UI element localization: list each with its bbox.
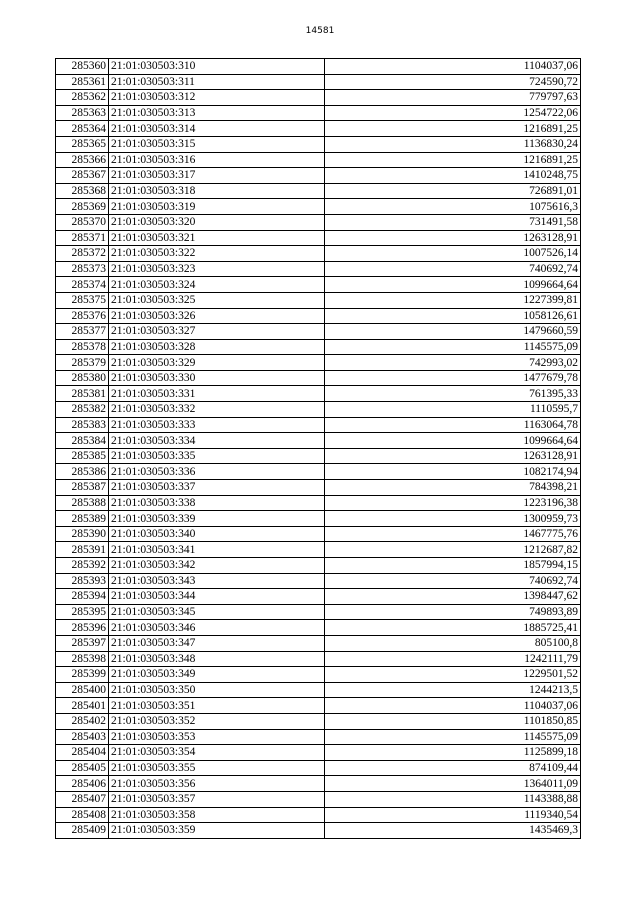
cadastral-value-cell: 740692,74 xyxy=(325,573,581,589)
table-row xyxy=(56,261,581,277)
table-body xyxy=(56,59,581,839)
row-number-cell: 285397 xyxy=(56,635,109,651)
table-row xyxy=(56,183,581,199)
page-number: 14581 xyxy=(305,26,335,36)
cadastral-value-cell: 784398,21 xyxy=(325,480,581,496)
table-row xyxy=(56,199,581,215)
cadastral-value-cell: 742993,02 xyxy=(325,355,581,371)
table-row xyxy=(56,635,581,651)
cadastral-value-cell: 1082174,94 xyxy=(325,464,581,480)
cadastral-number-cell: 21:01:030503:322 xyxy=(109,246,325,262)
row-number-cell: 285394 xyxy=(56,589,109,605)
table-row xyxy=(56,90,581,106)
row-number-cell: 285408 xyxy=(56,807,109,823)
cadastral-value-cell: 1099664,64 xyxy=(325,433,581,449)
cadastral-number-cell: 21:01:030503:326 xyxy=(109,308,325,324)
table-row xyxy=(56,776,581,792)
table-row xyxy=(56,370,581,386)
row-number-cell: 285406 xyxy=(56,776,109,792)
table-row xyxy=(56,292,581,308)
cadastral-value-cell: 1467775,76 xyxy=(325,526,581,542)
cadastral-number-cell: 21:01:030503:314 xyxy=(109,121,325,137)
cadastral-value-cell: 1216891,25 xyxy=(325,152,581,168)
table-row xyxy=(56,791,581,807)
table-row xyxy=(56,214,581,230)
row-number-cell: 285391 xyxy=(56,542,109,558)
cadastral-value-cell: 1119340,54 xyxy=(325,807,581,823)
cadastral-number-cell: 21:01:030503:352 xyxy=(109,713,325,729)
table-row xyxy=(56,589,581,605)
table-row xyxy=(56,152,581,168)
cadastral-number-cell: 21:01:030503:359 xyxy=(109,823,325,839)
cadastral-number-cell: 21:01:030503:348 xyxy=(109,651,325,667)
row-number-cell: 285370 xyxy=(56,214,109,230)
table-row xyxy=(56,620,581,636)
cadastral-number-cell: 21:01:030503:324 xyxy=(109,277,325,293)
cadastral-number-cell: 21:01:030503:338 xyxy=(109,495,325,511)
cadastral-number-cell: 21:01:030503:341 xyxy=(109,542,325,558)
cadastral-number-cell: 21:01:030503:310 xyxy=(109,59,325,75)
table-row xyxy=(56,105,581,121)
cadastral-number-cell: 21:01:030503:321 xyxy=(109,230,325,246)
table-row xyxy=(56,402,581,418)
table-row xyxy=(56,495,581,511)
row-number-cell: 285390 xyxy=(56,526,109,542)
cadastral-value-cell: 1244213,5 xyxy=(325,682,581,698)
row-number-cell: 285392 xyxy=(56,558,109,574)
cadastral-number-cell: 21:01:030503:315 xyxy=(109,136,325,152)
cadastral-number-cell: 21:01:030503:356 xyxy=(109,776,325,792)
cadastral-number-cell: 21:01:030503:313 xyxy=(109,105,325,121)
row-number-cell: 285409 xyxy=(56,823,109,839)
table-row xyxy=(56,308,581,324)
cadastral-number-cell: 21:01:030503:357 xyxy=(109,791,325,807)
cadastral-value-cell: 1110595,7 xyxy=(325,402,581,418)
cadastral-value-cell: 1007526,14 xyxy=(325,246,581,262)
row-number-cell: 285388 xyxy=(56,495,109,511)
cadastral-number-cell: 21:01:030503:325 xyxy=(109,292,325,308)
row-number-cell: 285382 xyxy=(56,402,109,418)
row-number-cell: 285378 xyxy=(56,339,109,355)
row-number-cell: 285380 xyxy=(56,370,109,386)
cadastral-number-cell: 21:01:030503:330 xyxy=(109,370,325,386)
cadastral-value-cell: 1136830,24 xyxy=(325,136,581,152)
cadastral-value-cell: 1212687,82 xyxy=(325,542,581,558)
cadastral-value-cell: 805100,8 xyxy=(325,635,581,651)
row-number-cell: 285367 xyxy=(56,168,109,184)
table-row xyxy=(56,277,581,293)
table-row xyxy=(56,573,581,589)
table-row xyxy=(56,604,581,620)
cadastral-number-cell: 21:01:030503:329 xyxy=(109,355,325,371)
row-number-cell: 285401 xyxy=(56,698,109,714)
cadastral-value-cell: 1058126,61 xyxy=(325,308,581,324)
cadastral-value-cell: 1223196,38 xyxy=(325,495,581,511)
cadastral-number-cell: 21:01:030503:333 xyxy=(109,417,325,433)
cadastral-number-cell: 21:01:030503:339 xyxy=(109,511,325,527)
table-row xyxy=(56,59,581,75)
table-row xyxy=(56,760,581,776)
cadastral-value-cell: 1242111,79 xyxy=(325,651,581,667)
cadastral-number-cell: 21:01:030503:337 xyxy=(109,480,325,496)
table-row xyxy=(56,136,581,152)
cadastral-value-cell: 1857994,15 xyxy=(325,558,581,574)
cadastral-value-cell: 1435469,3 xyxy=(325,823,581,839)
table-row xyxy=(56,745,581,761)
table-row xyxy=(56,667,581,683)
table-row xyxy=(56,698,581,714)
row-number-cell: 285366 xyxy=(56,152,109,168)
row-number-cell: 285362 xyxy=(56,90,109,106)
cadastral-number-cell: 21:01:030503:355 xyxy=(109,760,325,776)
cadastral-number-cell: 21:01:030503:347 xyxy=(109,635,325,651)
cadastral-value-cell: 1300959,73 xyxy=(325,511,581,527)
row-number-cell: 285386 xyxy=(56,464,109,480)
row-number-cell: 285381 xyxy=(56,386,109,402)
cadastral-number-cell: 21:01:030503:349 xyxy=(109,667,325,683)
row-number-cell: 285379 xyxy=(56,355,109,371)
cadastral-number-cell: 21:01:030503:312 xyxy=(109,90,325,106)
cadastral-value-cell: 740692,74 xyxy=(325,261,581,277)
cadastral-number-cell: 21:01:030503:354 xyxy=(109,745,325,761)
row-number-cell: 285363 xyxy=(56,105,109,121)
row-number-cell: 285364 xyxy=(56,121,109,137)
row-number-cell: 285385 xyxy=(56,448,109,464)
cadastral-number-cell: 21:01:030503:340 xyxy=(109,526,325,542)
table-row xyxy=(56,729,581,745)
cadastral-number-cell: 21:01:030503:328 xyxy=(109,339,325,355)
cadastral-value-cell: 1410248,75 xyxy=(325,168,581,184)
row-number-cell: 285368 xyxy=(56,183,109,199)
row-number-cell: 285365 xyxy=(56,136,109,152)
cadastral-value-cell: 1364011,09 xyxy=(325,776,581,792)
cadastral-value-cell: 1143388,88 xyxy=(325,791,581,807)
cadastral-value-cell: 1101850,85 xyxy=(325,713,581,729)
cadastral-number-cell: 21:01:030503:318 xyxy=(109,183,325,199)
cadastral-number-cell: 21:01:030503:342 xyxy=(109,558,325,574)
cadastral-number-cell: 21:01:030503:334 xyxy=(109,433,325,449)
cadastral-value-cell: 779797,63 xyxy=(325,90,581,106)
table-row xyxy=(56,324,581,340)
table-row xyxy=(56,558,581,574)
row-number-cell: 285371 xyxy=(56,230,109,246)
table-row xyxy=(56,713,581,729)
row-number-cell: 285398 xyxy=(56,651,109,667)
row-number-cell: 285402 xyxy=(56,713,109,729)
cadastral-value-cell: 1163064,78 xyxy=(325,417,581,433)
row-number-cell: 285393 xyxy=(56,573,109,589)
table-row xyxy=(56,355,581,371)
cadastral-number-cell: 21:01:030503:317 xyxy=(109,168,325,184)
row-number-cell: 285374 xyxy=(56,277,109,293)
cadastral-value-cell: 726891,01 xyxy=(325,183,581,199)
cadastral-number-cell: 21:01:030503:358 xyxy=(109,807,325,823)
row-number-cell: 285404 xyxy=(56,745,109,761)
table-row xyxy=(56,74,581,90)
table-row xyxy=(56,542,581,558)
cadastral-number-cell: 21:01:030503:323 xyxy=(109,261,325,277)
row-number-cell: 285375 xyxy=(56,292,109,308)
table-row xyxy=(56,526,581,542)
cadastral-number-cell: 21:01:030503:350 xyxy=(109,682,325,698)
table-row xyxy=(56,480,581,496)
table-row xyxy=(56,823,581,839)
cadastral-value-cell: 1885725,41 xyxy=(325,620,581,636)
table-row xyxy=(56,511,581,527)
row-number-cell: 285377 xyxy=(56,324,109,340)
cadastral-number-cell: 21:01:030503:327 xyxy=(109,324,325,340)
cadastral-value-cell: 1104037,06 xyxy=(325,698,581,714)
cadastral-number-cell: 21:01:030503:346 xyxy=(109,620,325,636)
cadastral-number-cell: 21:01:030503:335 xyxy=(109,448,325,464)
table-row xyxy=(56,168,581,184)
cadastral-value-cell: 1229501,52 xyxy=(325,667,581,683)
cadastral-number-cell: 21:01:030503:332 xyxy=(109,402,325,418)
cadastral-value-cell: 1216891,25 xyxy=(325,121,581,137)
cadastral-number-cell: 21:01:030503:311 xyxy=(109,74,325,90)
row-number-cell: 285384 xyxy=(56,433,109,449)
row-number-cell: 285369 xyxy=(56,199,109,215)
row-number-cell: 285399 xyxy=(56,667,109,683)
row-number-cell: 285376 xyxy=(56,308,109,324)
table-row xyxy=(56,339,581,355)
cadastral-value-cell: 1263128,91 xyxy=(325,230,581,246)
table-row xyxy=(56,121,581,137)
cadastral-value-cell: 1479660,59 xyxy=(325,324,581,340)
cadastral-value-cell: 1477679,78 xyxy=(325,370,581,386)
cadastral-value-cell: 761395,33 xyxy=(325,386,581,402)
cadastral-value-cell: 1145575,09 xyxy=(325,729,581,745)
row-number-cell: 285360 xyxy=(56,59,109,75)
cadastral-value-cell: 1125899,18 xyxy=(325,745,581,761)
cadastral-value-cell: 1263128,91 xyxy=(325,448,581,464)
cadastral-number-cell: 21:01:030503:353 xyxy=(109,729,325,745)
table-row xyxy=(56,682,581,698)
row-number-cell: 285361 xyxy=(56,74,109,90)
row-number-cell: 285400 xyxy=(56,682,109,698)
cadastral-value-cell: 1104037,06 xyxy=(325,59,581,75)
row-number-cell: 285407 xyxy=(56,791,109,807)
table-row xyxy=(56,433,581,449)
cadastral-value-cell: 1099664,64 xyxy=(325,277,581,293)
table-row xyxy=(56,230,581,246)
cadastral-number-cell: 21:01:030503:351 xyxy=(109,698,325,714)
cadastral-number-cell: 21:01:030503:336 xyxy=(109,464,325,480)
cadastral-number-cell: 21:01:030503:320 xyxy=(109,214,325,230)
cadastral-value-cell: 1254722,06 xyxy=(325,105,581,121)
row-number-cell: 285405 xyxy=(56,760,109,776)
row-number-cell: 285403 xyxy=(56,729,109,745)
table-row xyxy=(56,448,581,464)
cadastral-value-cell: 731491,58 xyxy=(325,214,581,230)
row-number-cell: 285395 xyxy=(56,604,109,620)
cadastral-number-cell: 21:01:030503:344 xyxy=(109,589,325,605)
row-number-cell: 285383 xyxy=(56,417,109,433)
cadastral-number-cell: 21:01:030503:316 xyxy=(109,152,325,168)
table-row xyxy=(56,417,581,433)
cadastral-value-cell: 749893,89 xyxy=(325,604,581,620)
table-row xyxy=(56,386,581,402)
cadastral-number-cell: 21:01:030503:345 xyxy=(109,604,325,620)
row-number-cell: 285389 xyxy=(56,511,109,527)
cadastral-value-cell: 1398447,62 xyxy=(325,589,581,605)
row-number-cell: 285373 xyxy=(56,261,109,277)
cadastral-number-cell: 21:01:030503:319 xyxy=(109,199,325,215)
row-number-cell: 285387 xyxy=(56,480,109,496)
cadastral-value-cell: 874109,44 xyxy=(325,760,581,776)
cadastral-value-cell: 1075616,3 xyxy=(325,199,581,215)
cadastral-number-cell: 21:01:030503:343 xyxy=(109,573,325,589)
cadastral-number-cell: 21:01:030503:331 xyxy=(109,386,325,402)
cadastral-value-table xyxy=(55,58,581,839)
cadastral-value-cell: 724590,72 xyxy=(325,74,581,90)
row-number-cell: 285396 xyxy=(56,620,109,636)
cadastral-value-cell: 1227399,81 xyxy=(325,292,581,308)
cadastral-value-cell: 1145575,09 xyxy=(325,339,581,355)
table-row xyxy=(56,651,581,667)
table-row xyxy=(56,807,581,823)
row-number-cell: 285372 xyxy=(56,246,109,262)
table-row xyxy=(56,464,581,480)
table-row xyxy=(56,246,581,262)
